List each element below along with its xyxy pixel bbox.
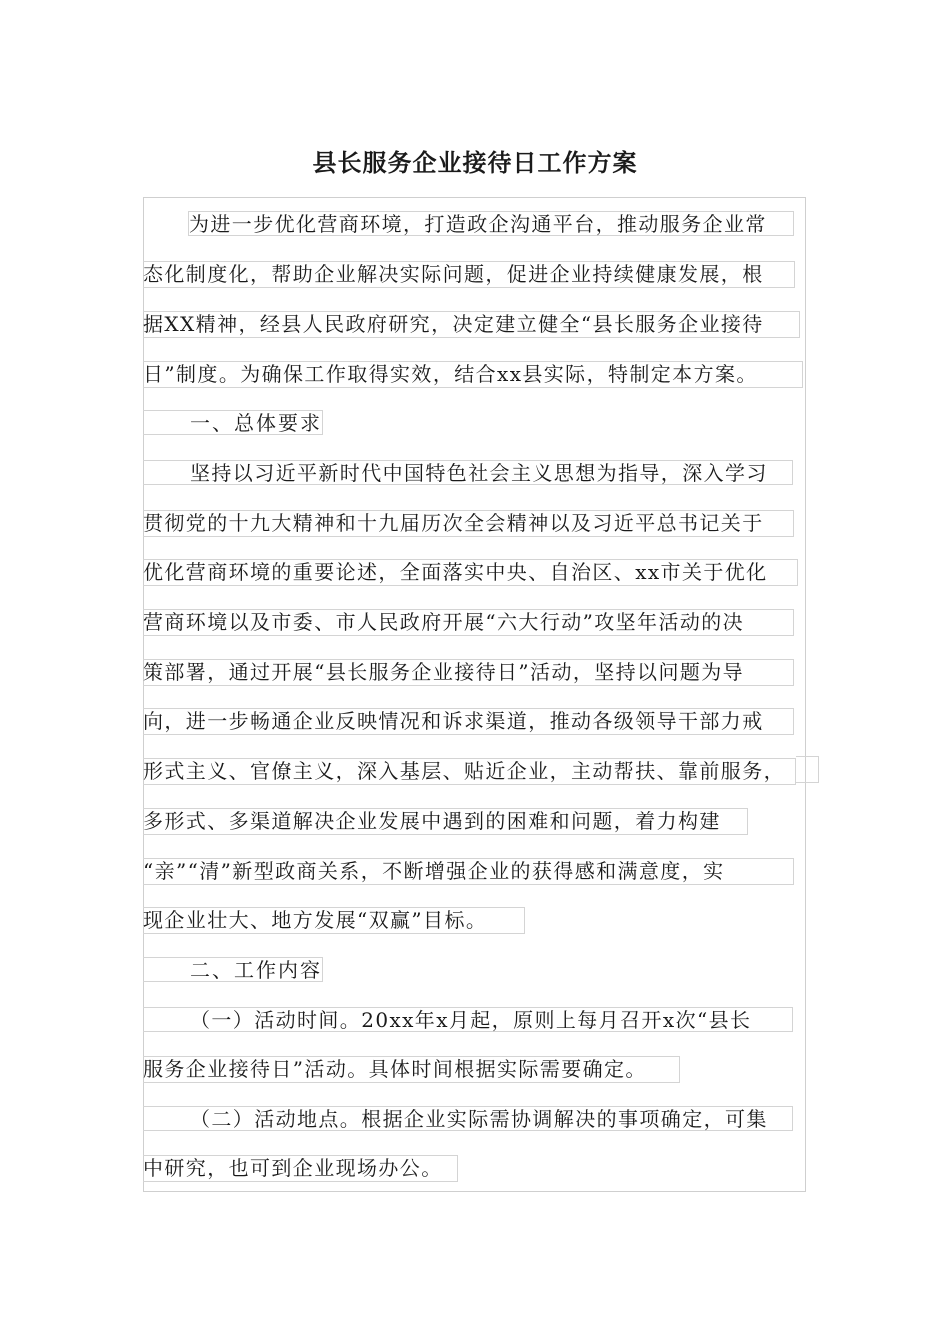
paragraph-line: 现企业壮大、地方发展“双赢”目标。: [143, 907, 525, 934]
paragraph-line: “亲”“清”新型政商关系，不断增强企业的获得感和满意度，实: [143, 858, 794, 885]
paragraph-line: （一）活动时间。20xx年x月起，原则上每月召开x次“县长: [143, 1007, 793, 1032]
paragraph-line: 坚持以习近平新时代中国特色社会主义思想为指导，深入学习: [143, 460, 793, 485]
paragraph-line: 为进一步优化营商环境，打造政企沟通平台，推动服务企业常: [188, 211, 794, 236]
document-title: 县长服务企业接待日工作方案: [312, 148, 638, 177]
paragraph-line: 贯彻党的十九大精神和十九届历次全会精神以及习近平总书记关于: [143, 510, 794, 537]
text-frame: [143, 197, 806, 1192]
paragraph-line: 优化营商环境的重要论述，全面落实中央、自治区、xx市关于优化: [143, 559, 798, 586]
paragraph-line: 向，进一步畅通企业反映情况和诉求渠道，推动各级领导干部力戒: [143, 708, 794, 735]
paragraph-line: （二）活动地点。根据企业实际需协调解决的事项确定，可集: [143, 1106, 793, 1131]
paragraph-line: 多形式、多渠道解决企业发展中遇到的困难和问题，着力构建: [143, 808, 748, 835]
paragraph-line: 策部署，通过开展“县长服务企业接待日”活动，坚持以问题为导: [143, 659, 794, 686]
paragraph-line: 日”制度。为确保工作取得实效，结合xx县实际，特制定本方案。: [143, 361, 803, 388]
paragraph-line: 形式主义、官僚主义，深入基层、贴近企业，主动帮扶、靠前服务，: [143, 758, 796, 785]
paragraph-line: 营商环境以及市委、市人民政府开展“六大行动”攻坚年活动的决: [143, 609, 794, 636]
paragraph-line: 态化制度化，帮助企业解决实际问题，促进企业持续健康发展，根: [143, 261, 795, 288]
paragraph-line: 服务企业接待日”活动。具体时间根据实际需要确定。: [143, 1056, 680, 1083]
section-heading: 二、工作内容: [143, 957, 323, 982]
line-overflow-box: [796, 756, 819, 783]
paragraph-line: 据XX精神，经县人民政府研究，决定建立健全“县长服务企业接待: [143, 311, 800, 338]
section-heading: 一、总体要求: [143, 410, 323, 435]
paragraph-line: 中研究，也可到企业现场办公。: [143, 1155, 458, 1182]
